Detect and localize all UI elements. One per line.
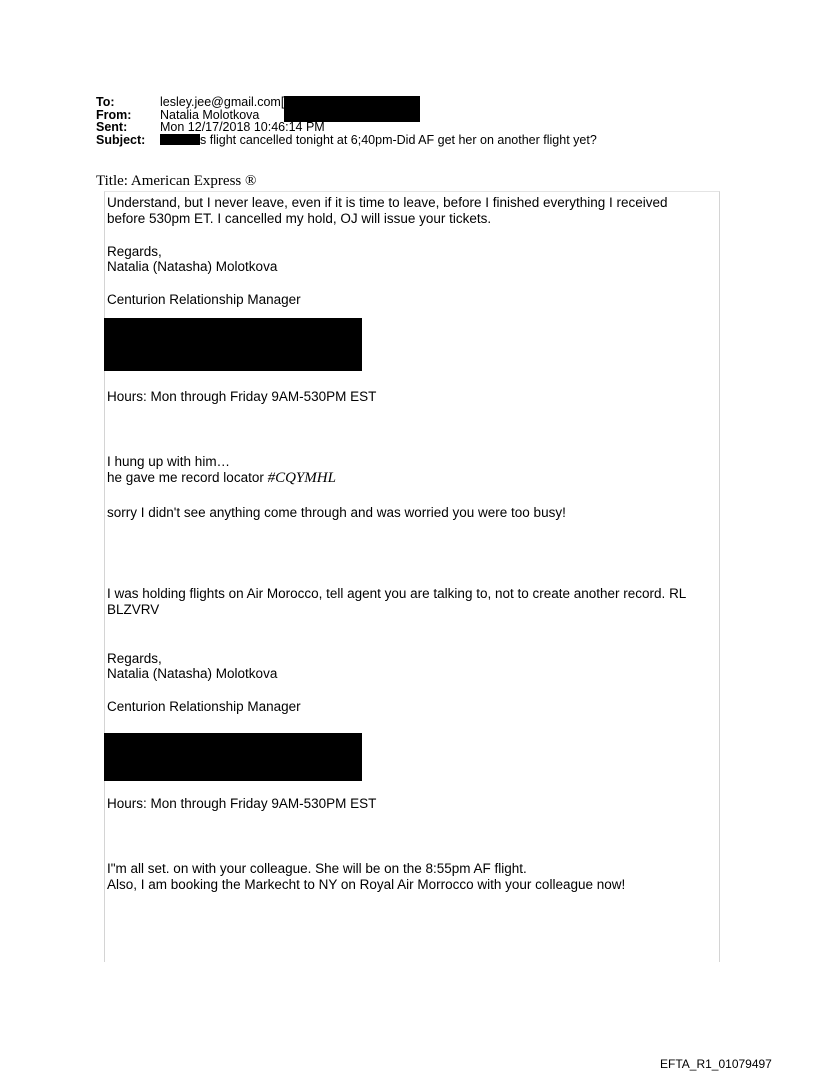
signature-name: Natalia (Natasha) Molotkova xyxy=(107,666,278,681)
to-row xyxy=(96,96,716,109)
regards: Regards, xyxy=(107,651,162,666)
redaction-to xyxy=(284,96,420,122)
body-line: Understand, but I never leave, even if it is time to leave, before I finished everything I received xyxy=(107,195,668,210)
body-line: I"m all set. on with your colleague. She will be on the 8:55pm AF flight. xyxy=(107,861,527,876)
email-header xyxy=(96,96,716,146)
from-value: Natalia Molotkova xyxy=(160,107,260,122)
body-line: Also, I am booking the Markecht to NY on Royal Air Morrocco with your colleague now! xyxy=(107,877,626,892)
sent-label: Sent: xyxy=(96,120,128,134)
subject-row xyxy=(96,134,716,147)
body-line: before 530pm ET. I cancelled my hold, OJ will issue your tickets. xyxy=(107,211,492,226)
locator-line xyxy=(107,470,336,487)
sent-value: Mon 12/17/2018 10:46:14 PM xyxy=(160,120,325,134)
redaction-block xyxy=(104,318,362,371)
to-label: To: xyxy=(96,95,115,109)
signature-name: Natalia (Natasha) Molotkova xyxy=(107,259,278,274)
sent-row xyxy=(96,121,716,134)
hours-line: Hours: Mon through Friday 9AM-530PM EST xyxy=(107,389,377,404)
locator-code: #CQYMHL xyxy=(267,470,336,486)
to-value: lesley.jee@gmail.com[ xyxy=(160,95,285,109)
subject-label: Subject: xyxy=(96,132,146,147)
signature-role: Centurion Relationship Manager xyxy=(107,292,301,307)
document-title: Title: American Express ® xyxy=(96,173,257,189)
body-line: BLZVRV xyxy=(107,602,160,617)
body-line: I was holding flights on Air Morocco, tell agent you are talking to, not to create another record. RL xyxy=(107,586,687,601)
subject-value: s flight cancelled tonight at 6;40pm-Did AF get her on another flight yet? xyxy=(200,132,597,147)
redaction-block xyxy=(104,733,362,781)
body-line: sorry I didn't see anything come through and was worried you were too busy! xyxy=(107,505,566,520)
body-line: I hung up with him… xyxy=(107,454,231,469)
signature-role: Centurion Relationship Manager xyxy=(107,699,301,714)
from-label: From: xyxy=(96,107,132,122)
locator-prefix: he gave me record locator xyxy=(107,470,268,485)
bates-number: EFTA_R1_01079497 xyxy=(660,1057,772,1071)
redaction-subject xyxy=(160,134,200,145)
regards: Regards, xyxy=(107,244,162,259)
hours-line: Hours: Mon through Friday 9AM-530PM EST xyxy=(107,796,377,811)
